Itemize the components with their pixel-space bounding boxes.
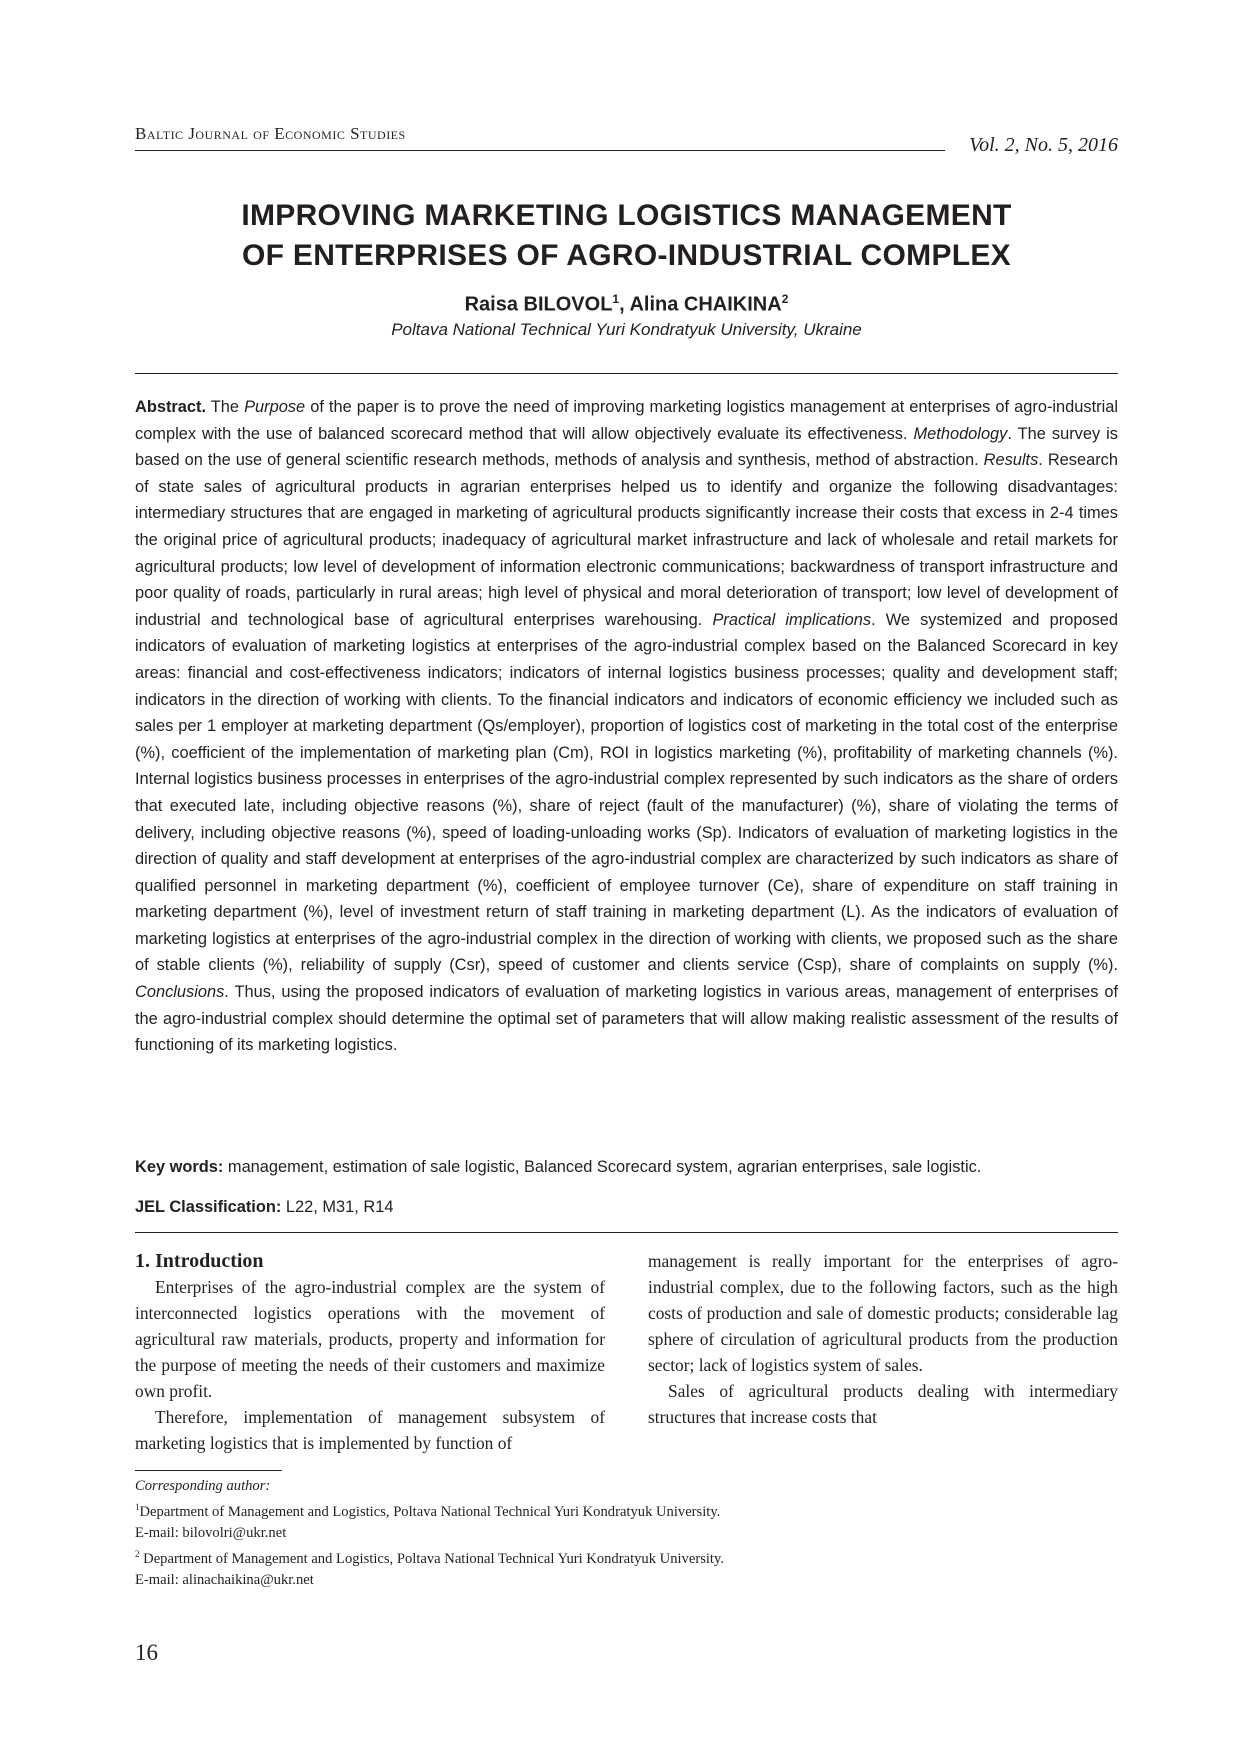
paragraph-1: Enterprises of the agro-industrial complex are the system of interconnected logistics operations with the movement of agricultural raw materials, products, property and information for the purpose of meeting the needs of their customers and maximize own profit. bbox=[135, 1277, 605, 1401]
author-separator: , bbox=[619, 293, 630, 316]
keywords-label: Key words: bbox=[135, 1158, 224, 1176]
jel-text: L22, M31, R14 bbox=[281, 1198, 394, 1216]
running-header bbox=[135, 118, 1118, 156]
abstract-label: Abstract. bbox=[135, 398, 207, 416]
paragraph-4: Sales of agricultural products dealing with intermediary structures that increase costs that bbox=[648, 1381, 1118, 1427]
abstract-text-4: . Research of state sales of agricultural products in agrarian enterprises helped us to identify and organize the following disadvantages: intermediary structures that are engaged in marketing of agricultural products significantly increase their costs that excess in 2-4 times the original price of agricultural products; inadequacy of agricultural market infrastructure and lack of wholesale and retail markets for agricultural products; low level of development of information electronic communications; backwardness of transport infrastructure and poor quality of roads, particularly in rural areas; high level of physical and moral deterioration of transport; low level of development of industrial and technological base of agricultural enterprises warehousing. bbox=[135, 451, 1118, 629]
article-title bbox=[135, 196, 1118, 276]
body-top-rule bbox=[135, 1232, 1118, 1233]
author-2: Alina CHAIKINA bbox=[629, 293, 782, 316]
affiliation: Poltava National Technical Yuri Kondratyuk University, Ukraine bbox=[391, 320, 862, 339]
abstract-text-5: . We systemized and proposed indicators of evaluation of marketing logistics at enterprises of the agro-industrial complex based on the Balanced Scorecard in key areas: financial and cost-effectiveness indicators; indicators of internal logistics business processes; quality and development staff; indicators in the direction of working with clients. To the financial indicators and indicators of economic efficiency we included such as sales per 1 employer at marketing department (Qs/employer), proportion of logistics cost of marketing in the total cost of the enterprise (%), coefficient of the implementation of marketing plan (Cm), ROI in logistics marketing (%), profitability of marketing channels (%). Internal logistics business processes in enterprises of the agro-industrial complex represented by such indicators as the share of orders that executed late, including objective reasons (%), share of reject (fault of the manufacturer) (%), share of violating the terms of delivery, including objective reasons (%), speed of loading-unloading works (Sp). Indicators of evaluation of marketing logistics in the direction of quality and staff development at enterprises of the agro-industrial complex are characterized by such indicators as share of qualified personnel in marketing department (%), coefficient of employee turnover (Ce), share of expenditure on staff training in marketing department (%), level of investment return of staff training in marketing department (L). As the indicators of evaluation of marketing logistics at enterprises of the agro-industrial complex in the direction of working with clients, we proposed such as the share of stable clients (%), reliability of supply (Csr), speed of customer and clients service (Csp), share of complaints on supply (%). bbox=[135, 610, 1118, 975]
footnotes bbox=[135, 1476, 1118, 1591]
author-1: Raisa BILOVOL bbox=[464, 293, 613, 316]
abstract-top-rule bbox=[135, 373, 1118, 374]
abstract-text-3: . The survey is based on the use of general scientific research methods, methods of analysis and synthesis, method of abstraction. bbox=[135, 424, 1118, 470]
right-column bbox=[648, 1248, 1118, 1430]
title-line-2: OF ENTERPRISES OF AGRO-INDUSTRIAL COMPLEX bbox=[241, 239, 1011, 272]
keywords-text: management, estimation of sale logistic, Balanced Scorecard system, agrarian enterprises, sale logistic. bbox=[223, 1158, 982, 1176]
corresponding-author-label: Corresponding author: bbox=[135, 1478, 271, 1494]
footnote-2-dept: Department of Management and Logistics, Poltava National Technical Yuri Kondratyuk University. bbox=[143, 1550, 724, 1567]
page-number: 16 bbox=[135, 1640, 158, 1665]
footnote-rule bbox=[135, 1470, 282, 1471]
authors bbox=[135, 292, 1118, 317]
abstract bbox=[135, 394, 1118, 1059]
paragraph-2: Therefore, implementation of management subsystem of marketing logistics that is implemented by function of bbox=[135, 1407, 605, 1453]
left-column bbox=[135, 1248, 605, 1456]
implications-label: Practical implications bbox=[712, 610, 872, 629]
purpose-label: Purpose bbox=[244, 398, 306, 416]
abstract-text-2: of the paper is to prove the need of improving marketing logistics management at enterprises of agro-industrial complex with the use of balanced scorecard method that will allow objectively evaluate its effectiveness. bbox=[135, 398, 1118, 443]
conclusions-label: Conclusions bbox=[135, 983, 225, 1002]
author-1-mark: 1 bbox=[612, 292, 620, 306]
footnote-1 bbox=[135, 1497, 1118, 1523]
footnote-1-mark: 1 bbox=[135, 1502, 140, 1512]
jel-classification bbox=[135, 1198, 1118, 1217]
footnote-1-dept: Department of Management and Logistics, Poltava National Technical Yuri Kondratyuk University. bbox=[139, 1503, 721, 1520]
section-heading: 1. Introduction bbox=[135, 1250, 264, 1272]
footnote-1-email: E-mail: bilovolri@ukr.net bbox=[135, 1524, 287, 1541]
title-line-1: IMPROVING MARKETING LOGISTICS MANAGEMENT bbox=[241, 199, 1012, 232]
results-label: Results bbox=[983, 451, 1039, 470]
footnote-2-email: E-mail: alinachaikina@ukr.net bbox=[135, 1571, 314, 1588]
journal-name: Baltic Journal of Economic Studies bbox=[135, 124, 406, 143]
footnote-2 bbox=[135, 1544, 1118, 1570]
footnote-2-mark: 2 bbox=[135, 1548, 140, 1559]
paragraph-3: management is really important for the enterprises of agro-industrial complex, due to the following factors, such as the high costs of production and sale of domestic products; considerable lag sphere of circulation of agricultural products from the production sector; lack of logistics system of sales. bbox=[648, 1251, 1118, 1375]
header-rule bbox=[135, 150, 945, 151]
abstract-text-1: The bbox=[206, 398, 245, 416]
jel-label: JEL Classification: bbox=[135, 1198, 282, 1216]
volume-info: Vol. 2, No. 5, 2016 bbox=[969, 134, 1118, 156]
author-2-mark: 2 bbox=[781, 292, 789, 306]
abstract-text-6: . Thus, using the proposed indicators of evaluation of marketing logistics in various areas, management of enterprises of the agro-industrial complex should determine the optimal set of parameters that will allow making realistic assessment of the results of functioning of its marketing logistics. bbox=[135, 983, 1118, 1055]
keywords bbox=[135, 1158, 1118, 1177]
methodology-label: Methodology bbox=[913, 424, 1008, 443]
